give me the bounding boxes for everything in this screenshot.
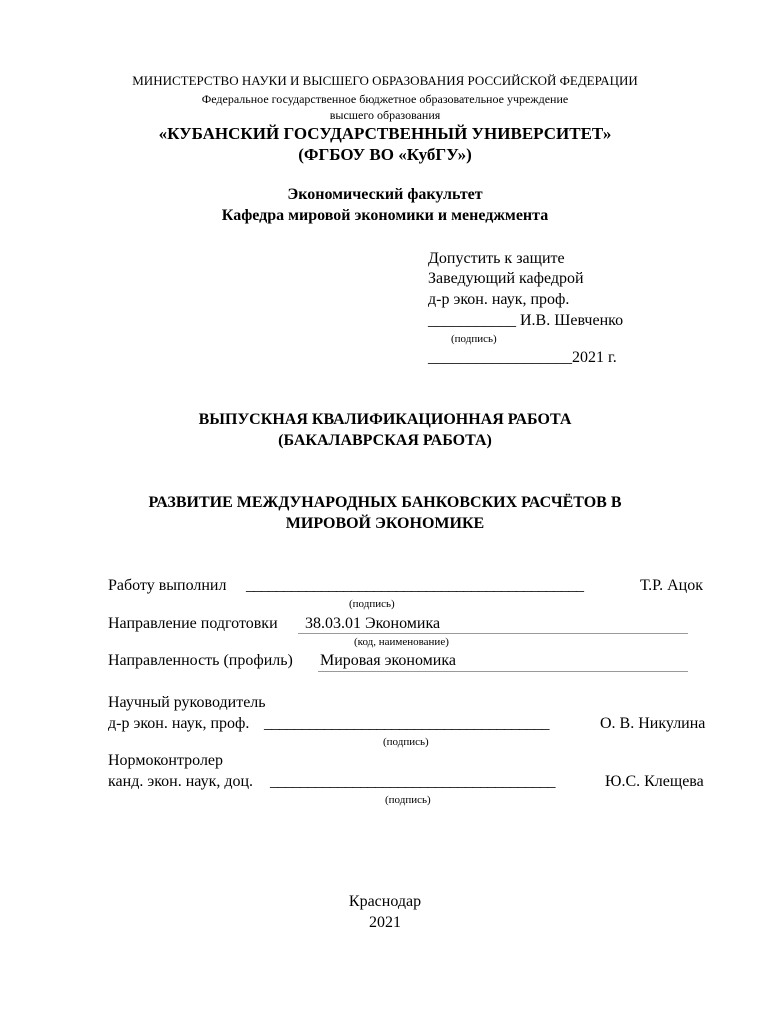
supervisor-name: О. В. Никулина <box>600 715 706 732</box>
thesis-title-line-2: МИРОВОЙ ЭКОНОМИКЕ <box>285 515 485 532</box>
author-signature-line: _____________________________________________ <box>246 577 584 594</box>
ministry-line: МИНИСТЕРСТВО НАУКИ И ВЫСШЕГО ОБРАЗОВАНИЯ РОССИЙСКОЙ ФЕДЕРАЦИИ <box>132 73 638 88</box>
approval-line-2: Заведующий кафедрой <box>428 270 584 287</box>
normcontrol-degree: канд. экон. наук, доц. <box>108 773 254 790</box>
approval-date-line: __________________2021 г. <box>428 349 617 366</box>
direction-caption: (код, наименование) <box>354 636 449 648</box>
supervisor-label: Научный руководитель <box>108 694 266 711</box>
author-label: Работу выполнил <box>108 577 227 594</box>
profile-label: Направленность (профиль) <box>108 652 293 669</box>
direction-label: Направление подготовки <box>108 615 278 632</box>
author-name: Т.Р. Ацок <box>640 577 703 594</box>
university-name: «КУБАНСКИЙ ГОСУДАРСТВЕННЫЙ УНИВЕРСИТЕТ» <box>158 124 612 143</box>
direction-value: 38.03.01 Экономика <box>305 615 441 632</box>
normcontrol-name: Ю.С. Клещева <box>605 773 704 790</box>
normcontrol-label: Нормоконтролер <box>108 752 224 769</box>
department-name: Кафедра мировой экономики и менеджмента <box>221 207 549 224</box>
work-type-line-1: ВЫПУСКНАЯ КВАЛИФИКАЦИОННАЯ РАБОТА <box>198 411 572 428</box>
footer-year: 2021 <box>369 914 401 931</box>
work-type-line-2: (БАКАЛАВРСКАЯ РАБОТА) <box>278 432 492 449</box>
approval-signature-caption: (подпись) <box>451 333 497 345</box>
thesis-title-line-1: РАЗВИТИЕ МЕЖДУНАРОДНЫХ БАНКОВСКИХ РАСЧЁТОВ В <box>148 494 622 511</box>
approval-line-3: д-р экон. наук, проф. <box>428 291 570 308</box>
institution-type-line-2: высшего образования <box>329 108 441 122</box>
supervisor-signature-caption: (подпись) <box>383 736 429 748</box>
profile-value: Мировая экономика <box>320 652 456 669</box>
approval-line-1: Допустить к защите <box>428 250 565 267</box>
university-abbr: (ФГБОУ ВО «КубГУ») <box>298 145 472 164</box>
faculty-name: Экономический факультет <box>287 186 483 203</box>
supervisor-degree: д-р экон. наук, проф. <box>108 715 250 732</box>
approval-signature-line: ___________ И.В. Шевченко <box>428 312 624 329</box>
author-signature-caption: (подпись) <box>349 598 395 610</box>
supervisor-signature-line: ______________________________________ <box>264 715 549 732</box>
institution-type-line-1: Федеральное государственное бюджетное образовательное учреждение <box>201 92 569 106</box>
normcontrol-signature-line: ______________________________________ <box>270 773 555 790</box>
footer-city: Краснодар <box>348 893 422 910</box>
normcontrol-signature-caption: (подпись) <box>385 794 431 806</box>
